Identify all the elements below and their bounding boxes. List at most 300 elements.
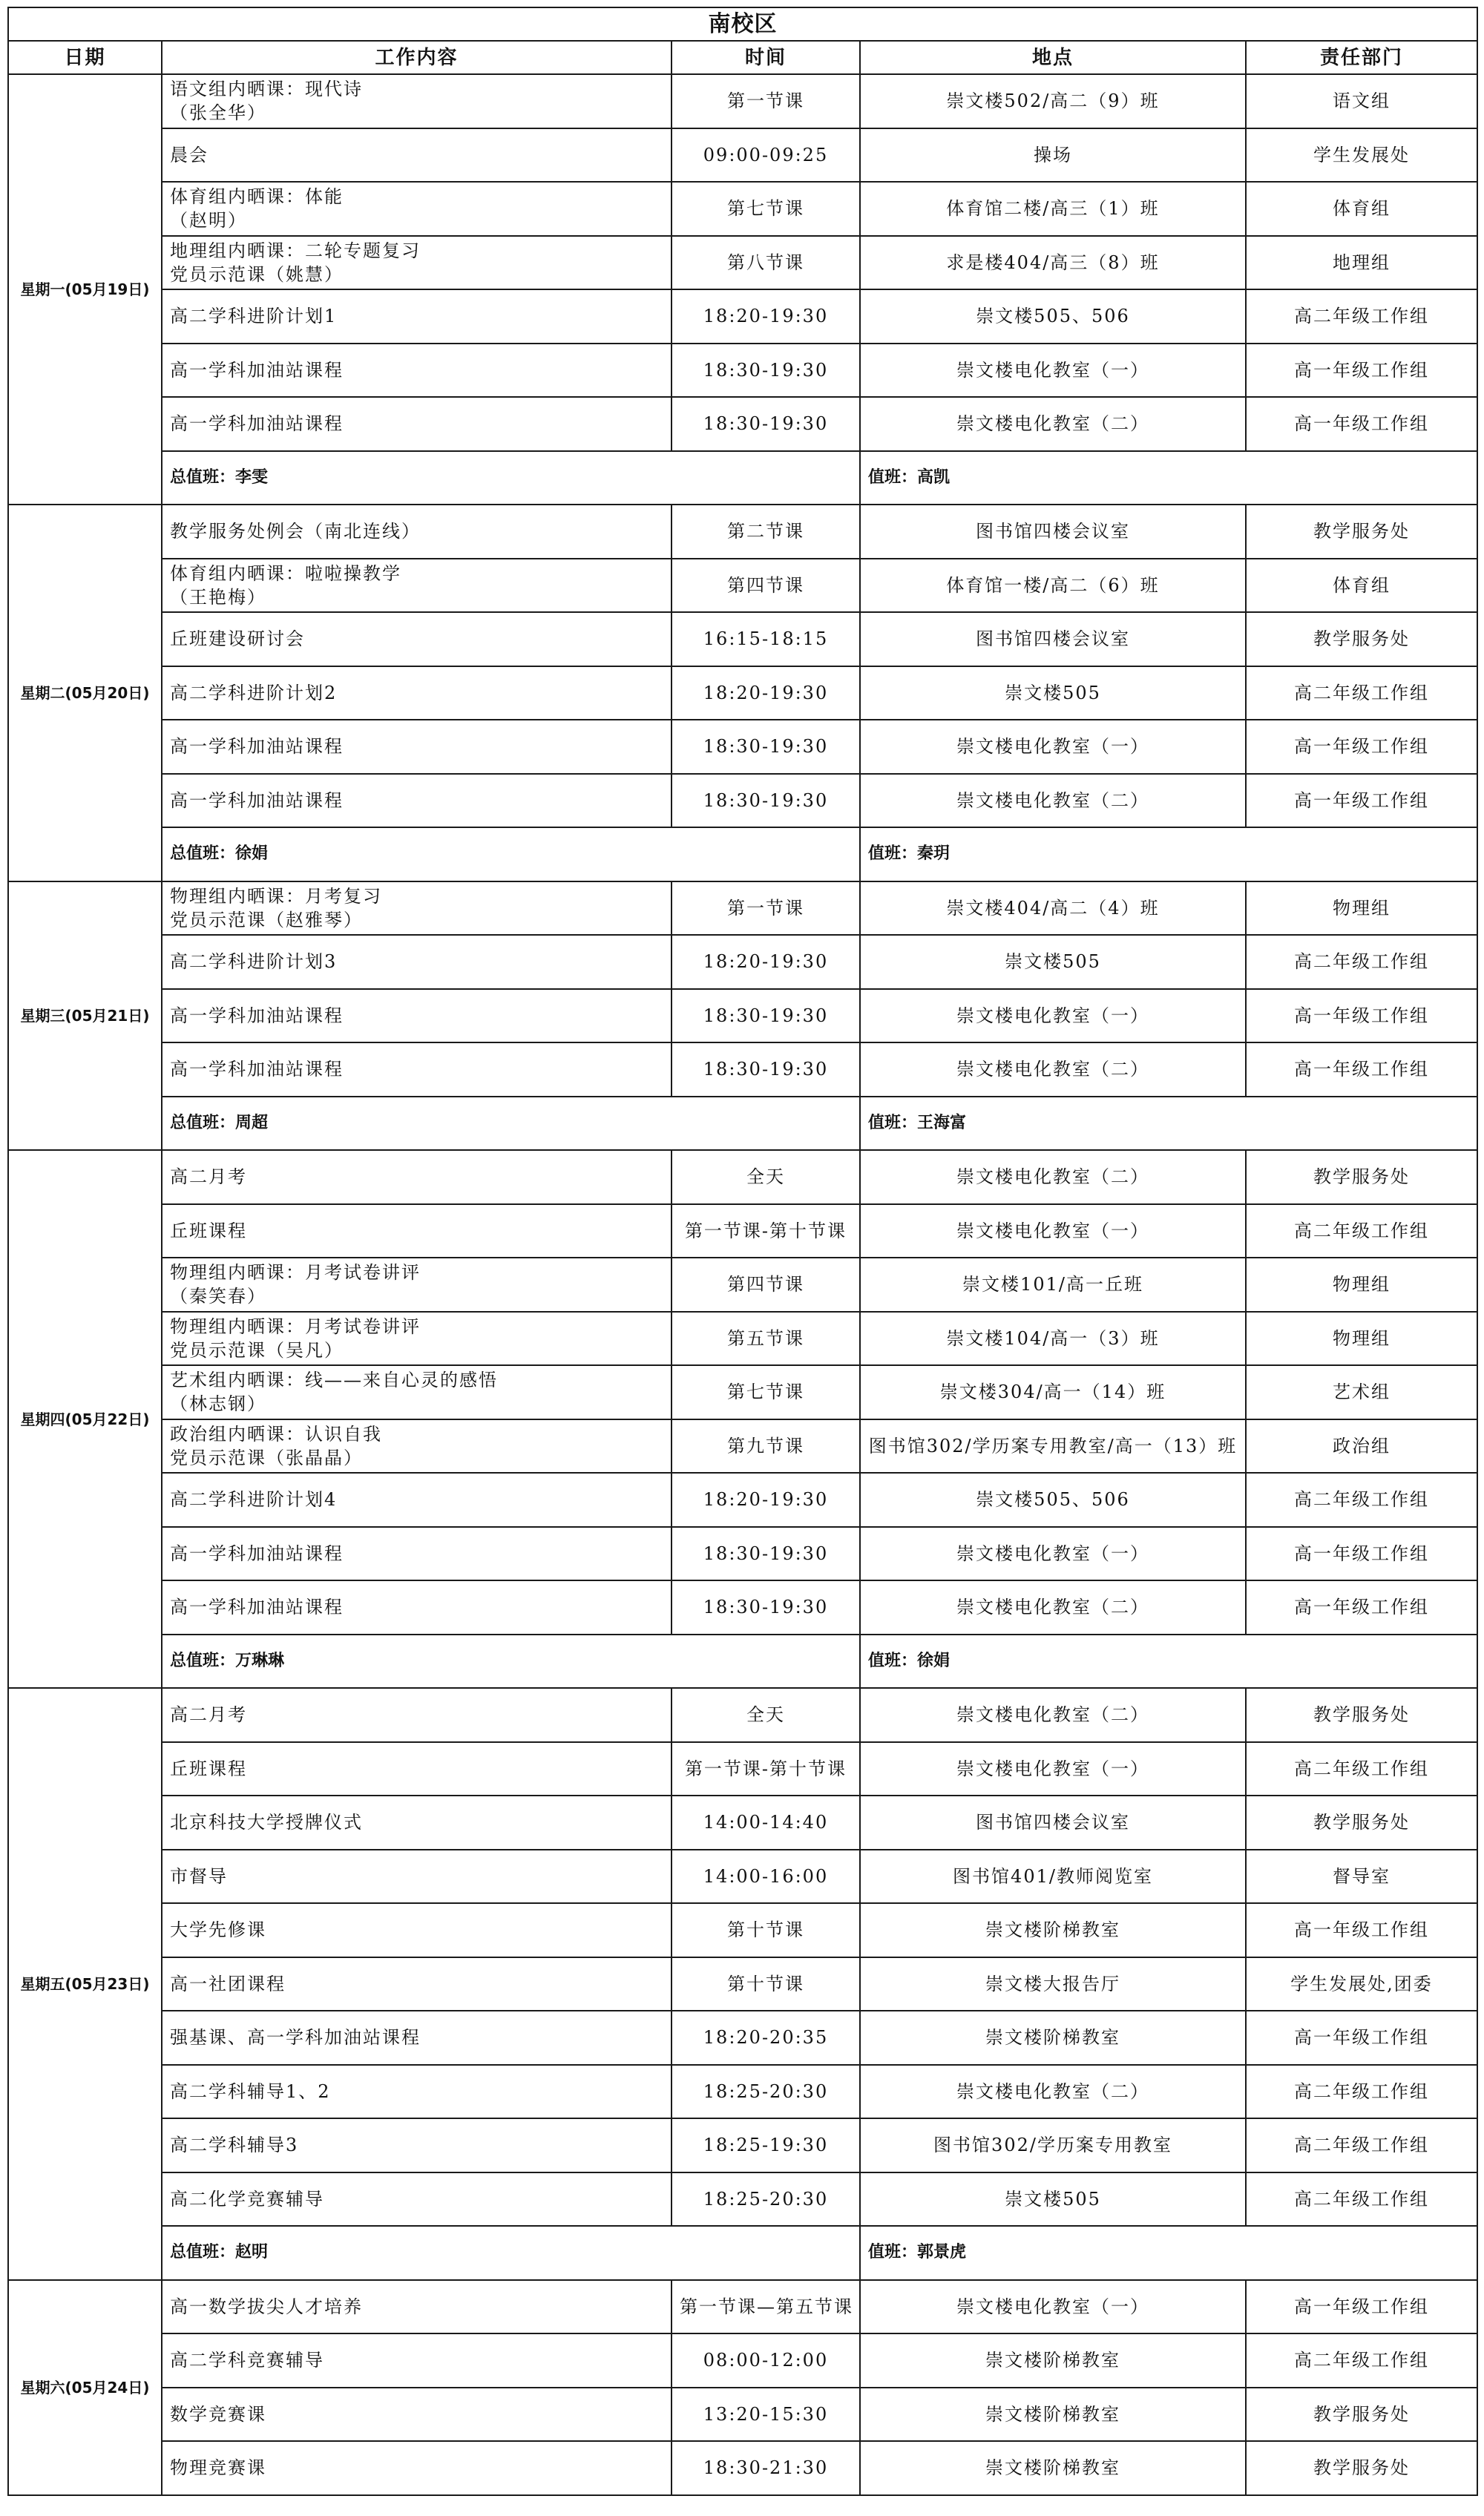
work-dept: 高一年级工作组 [1246,720,1477,774]
work-place: 崇文楼电化教室（一） [860,720,1246,774]
table-row [8,1204,1477,1258]
work-time: 18:25-19:30 [672,2118,860,2172]
work-content-line: 高一社团课程 [170,1973,286,1994]
work-content-line: 强基课、高一学科加油站课程 [170,2027,421,2049]
work-place: 崇文楼电化教室（一） [860,1742,1246,1796]
table-row [8,1850,1477,1904]
work-content [162,1688,672,1742]
work-time: 18:30-19:30 [672,1580,860,1635]
work-content [162,1258,672,1312]
work-content-line: 高二学科进阶计划4 [170,1489,338,1511]
work-time: 14:00-14:40 [672,1796,860,1850]
table-row [8,2333,1477,2388]
work-time: 18:30-19:30 [672,989,860,1043]
chief-duty-name: 万琳琳 [235,1651,285,1670]
work-content [162,989,672,1043]
chief-duty [162,1635,860,1689]
work-content-line: 物理组内晒课：月考试卷讲评 [170,1316,421,1337]
work-content-line: 市督导 [170,1865,228,1887]
work-dept: 高一年级工作组 [1246,1527,1477,1581]
work-place: 崇文楼电化教室（二） [860,2065,1246,2119]
table-row [8,2280,1477,2334]
work-dept: 高一年级工作组 [1246,1580,1477,1635]
work-dept: 高二年级工作组 [1246,1742,1477,1796]
work-content-line: （赵明） [170,210,247,231]
work-time: 第五节课 [672,1312,860,1366]
work-content-line: 高一学科加油站课程 [170,789,344,811]
work-dept: 高一年级工作组 [1246,2280,1477,2334]
duty-row [8,827,1477,881]
chief-duty [162,2226,860,2280]
chief-duty [162,1097,860,1151]
header-date: 日期 [8,41,162,74]
work-content [162,2280,672,2334]
work-content [162,1527,672,1581]
table-row [8,666,1477,720]
work-place: 崇文楼电化教室（一） [860,1527,1246,1581]
work-content-line: 高二学科进阶计划1 [170,306,338,327]
table-row [8,1419,1477,1474]
work-content [162,1473,672,1527]
work-place: 崇文楼电化教室（二） [860,1580,1246,1635]
work-content-line: 高二化学竞赛辅导 [170,2188,324,2210]
work-content-line: 物理组内晒课：月考复习 [170,885,382,907]
work-time: 第七节课 [672,1365,860,1419]
work-time: 18:25-20:30 [672,2065,860,2119]
table-row [8,236,1477,290]
work-content-line: 高一数学拔尖人才培养 [170,2296,363,2317]
work-time: 第二节课 [672,505,860,559]
work-place: 求是楼404/高三（8）班 [860,236,1246,290]
work-content [162,1957,672,2011]
work-content [162,935,672,989]
work-place: 崇文楼电化教室（一） [860,344,1246,398]
chief-duty-name: 周超 [235,1113,269,1132]
work-content-line: 艺术组内晒课：线——来自心灵的感悟 [170,1370,498,1391]
work-content [162,559,672,613]
work-content [162,2118,672,2172]
shift-duty [860,1097,1477,1151]
work-content [162,2333,672,2388]
work-place: 崇文楼505、506 [860,1473,1246,1527]
work-place: 崇文楼阶梯教室 [860,2011,1246,2065]
shift-duty-name: 王海富 [917,1113,967,1132]
shift-duty-name: 高凯 [917,467,951,487]
table-row [8,1312,1477,1366]
day-date: 星期四(05月22日) [8,1150,162,1688]
work-content-line: 丘班课程 [170,1220,247,1241]
work-dept: 高二年级工作组 [1246,289,1477,344]
work-place: 崇文楼电化教室（二） [860,1150,1246,1204]
work-time: 18:30-19:30 [672,720,860,774]
work-place: 崇文楼大报告厅 [860,1957,1246,2011]
work-time: 18:30-19:30 [672,1042,860,1097]
work-time: 18:20-19:30 [672,935,860,989]
work-content-line: 晨会 [170,144,209,165]
day-date: 星期二(05月20日) [8,505,162,881]
table-row [8,1365,1477,1419]
work-dept: 高二年级工作组 [1246,935,1477,989]
work-place: 图书馆四楼会议室 [860,612,1246,666]
day-date: 星期五(05月23日) [8,1688,162,2280]
chief-duty-name: 李雯 [235,467,269,487]
work-content-line: 语文组内晒课：现代诗 [170,79,363,100]
work-content-line: 大学先修课 [170,1919,266,1941]
work-dept: 教学服务处 [1246,612,1477,666]
work-dept: 高二年级工作组 [1246,2333,1477,2388]
work-content-line: 丘班课程 [170,1758,247,1779]
table-row [8,2011,1477,2065]
work-time: 第一节课 [672,881,860,936]
work-content [162,1796,672,1850]
work-dept: 地理组 [1246,236,1477,290]
work-content [162,1419,672,1474]
work-dept: 教学服务处 [1246,1688,1477,1742]
work-content [162,2172,672,2227]
table-row [8,74,1477,128]
header-dept: 责任部门 [1246,41,1477,74]
work-content [162,236,672,290]
work-dept: 物理组 [1246,881,1477,936]
work-time: 09:00-09:25 [672,128,860,183]
chief-duty [162,827,860,881]
shift-duty [860,827,1477,881]
work-time: 18:30-21:30 [672,2441,860,2495]
work-content-line: 高二学科进阶计划2 [170,682,338,703]
work-content-line: 体育组内晒课：体能 [170,186,344,208]
work-content [162,397,672,451]
work-time: 18:30-19:30 [672,774,860,828]
work-place: 图书馆302/学历案专用教室 [860,2118,1246,2172]
chief-duty-label: 总值班： [170,844,236,864]
work-content [162,74,672,128]
work-dept: 物理组 [1246,1312,1477,1366]
table-row [8,1688,1477,1742]
work-dept: 督导室 [1246,1850,1477,1904]
work-time: 18:20-19:30 [672,1473,860,1527]
schedule-body [8,7,1477,2495]
work-place: 体育馆一楼/高二（6）班 [860,559,1246,613]
work-place: 崇文楼电化教室（二） [860,774,1246,828]
work-content [162,1365,672,1419]
work-content [162,720,672,774]
chief-duty-label: 总值班： [170,1113,236,1132]
work-dept: 教学服务处 [1246,1150,1477,1204]
work-dept: 教学服务处 [1246,2441,1477,2495]
work-place: 崇文楼101/高一丘班 [860,1258,1246,1312]
work-content-line: 高二月考 [170,1704,247,1726]
work-place: 操场 [860,128,1246,183]
work-dept: 学生发展处,团委 [1246,1957,1477,2011]
work-content [162,182,672,236]
work-time: 第一节课—第五节课 [672,2280,860,2334]
work-time: 第十节课 [672,1903,860,1957]
work-content-line: 高二学科竞赛辅导 [170,2350,324,2371]
table-row [8,1742,1477,1796]
chief-duty-name: 赵明 [235,2243,269,2262]
table-row [8,559,1477,613]
duty-row [8,1635,1477,1689]
work-place: 崇文楼电化教室（二） [860,397,1246,451]
work-content-line: 高一学科加油站课程 [170,1005,344,1026]
day-date: 星期六(05月24日) [8,2280,162,2495]
work-place: 崇文楼阶梯教室 [860,2333,1246,2388]
work-dept: 高一年级工作组 [1246,989,1477,1043]
work-content-line: 党员示范课（赵雅琴） [170,909,363,930]
work-time: 第九节课 [672,1419,860,1474]
work-place: 崇文楼阶梯教室 [860,2388,1246,2442]
work-dept: 艺术组 [1246,1365,1477,1419]
chief-duty-label: 总值班： [170,467,236,487]
work-content-line: 高一学科加油站课程 [170,1543,344,1564]
work-content-line: 数学竞赛课 [170,2403,266,2425]
work-dept: 高一年级工作组 [1246,344,1477,398]
work-time: 18:20-20:35 [672,2011,860,2065]
work-place: 图书馆401/教师阅览室 [860,1850,1246,1904]
work-content-line: 高一学科加油站课程 [170,1059,344,1080]
shift-duty [860,451,1477,505]
header-row [8,41,1477,74]
title-row [8,7,1477,41]
work-content-line: （张全华） [170,102,266,124]
shift-duty-label: 值班： [868,1651,918,1670]
work-dept: 教学服务处 [1246,2388,1477,2442]
work-dept: 教学服务处 [1246,505,1477,559]
work-place: 崇文楼505、506 [860,289,1246,344]
chief-duty-name: 徐娟 [235,844,269,864]
work-place: 崇文楼505 [860,2172,1246,2227]
header-content: 工作内容 [162,41,672,74]
work-content [162,2441,672,2495]
work-place: 崇文楼505 [860,935,1246,989]
work-time: 全天 [672,1150,860,1204]
work-content-line: 高一学科加油站课程 [170,413,344,435]
table-row [8,1957,1477,2011]
shift-duty-label: 值班： [868,844,918,864]
table-row [8,2065,1477,2119]
table-row [8,1258,1477,1312]
work-content [162,666,672,720]
work-content [162,2065,672,2119]
work-content-line: 高二学科辅导1、2 [170,2080,331,2102]
work-dept: 高一年级工作组 [1246,774,1477,828]
work-content [162,612,672,666]
table-row [8,2172,1477,2227]
work-content [162,344,672,398]
shift-duty-label: 值班： [868,2243,918,2262]
work-place: 崇文楼505 [860,666,1246,720]
work-dept: 物理组 [1246,1258,1477,1312]
header-time: 时间 [672,41,860,74]
chief-duty-label: 总值班： [170,1651,236,1670]
work-content-line: 高二学科进阶计划3 [170,951,338,973]
work-content-line: 党员示范课（姚慧） [170,263,344,285]
table-row [8,289,1477,344]
day-date: 星期三(05月21日) [8,881,162,1151]
work-content-line: 丘班建设研讨会 [170,628,305,650]
work-content-line: 党员示范课（张晶晶） [170,1447,363,1468]
work-time: 第四节课 [672,1258,860,1312]
work-dept: 政治组 [1246,1419,1477,1474]
table-row [8,720,1477,774]
work-content [162,774,672,828]
table-row [8,612,1477,666]
work-content [162,881,672,936]
work-content-line: 政治组内晒课：认识自我 [170,1423,382,1445]
work-dept: 高一年级工作组 [1246,2011,1477,2065]
duty-row [8,2226,1477,2280]
work-time: 18:30-19:30 [672,344,860,398]
work-place: 崇文楼104/高一（3）班 [860,1312,1246,1366]
work-place: 崇文楼电化教室（二） [860,1688,1246,1742]
table-row [8,1042,1477,1097]
table-row [8,989,1477,1043]
table-row [8,1150,1477,1204]
work-content-line: （秦笑春） [170,1286,266,1307]
table-row [8,397,1477,451]
work-time: 第十节课 [672,1957,860,2011]
work-content-line: 高一学科加油站课程 [170,359,344,381]
table-row [8,344,1477,398]
table-row [8,2441,1477,2495]
table-row [8,182,1477,236]
work-content-line: 党员示范课（吴凡） [170,1339,344,1361]
work-dept: 高二年级工作组 [1246,1204,1477,1258]
work-time: 18:25-20:30 [672,2172,860,2227]
work-dept: 教学服务处 [1246,1796,1477,1850]
duty-row [8,1097,1477,1151]
work-place: 崇文楼阶梯教室 [860,1903,1246,1957]
work-place: 崇文楼电化教室（一） [860,2280,1246,2334]
table-row [8,128,1477,183]
day-date: 星期一(05月19日) [8,74,162,505]
work-content [162,1204,672,1258]
campus-title: 南校区 [8,7,1477,41]
work-time: 16:15-18:15 [672,612,860,666]
work-time: 18:20-19:30 [672,666,860,720]
work-time: 全天 [672,1688,860,1742]
work-dept: 语文组 [1246,74,1477,128]
work-dept: 高二年级工作组 [1246,2065,1477,2119]
work-content [162,1580,672,1635]
work-content [162,1312,672,1366]
table-row [8,1473,1477,1527]
work-dept: 体育组 [1246,559,1477,613]
table-row [8,1527,1477,1581]
shift-duty-name: 徐娟 [917,1651,951,1670]
work-content-line: 高一学科加油站课程 [170,1597,344,1618]
work-content-line: （王艳梅） [170,586,266,608]
work-content-line: 高一学科加油站课程 [170,736,344,758]
table-row [8,2388,1477,2442]
work-dept: 高一年级工作组 [1246,397,1477,451]
shift-duty [860,2226,1477,2280]
work-time: 第四节课 [672,559,860,613]
work-time: 第八节课 [672,236,860,290]
work-content [162,1042,672,1097]
work-content [162,2011,672,2065]
work-time: 13:20-15:30 [672,2388,860,2442]
work-content [162,2388,672,2442]
work-content [162,289,672,344]
work-dept: 高二年级工作组 [1246,2118,1477,2172]
work-place: 图书馆302/学历案专用教室/高一（13）班 [860,1419,1246,1474]
work-dept: 高一年级工作组 [1246,1042,1477,1097]
shift-duty-name: 秦玥 [917,844,951,864]
work-place: 崇文楼304/高一（14）班 [860,1365,1246,1419]
table-row [8,2118,1477,2172]
work-place: 崇文楼阶梯教室 [860,2441,1246,2495]
header-place: 地点 [860,41,1246,74]
work-dept: 高二年级工作组 [1246,2172,1477,2227]
work-time: 14:00-16:00 [672,1850,860,1904]
work-content [162,505,672,559]
work-content-line: 北京科技大学授牌仪式 [170,1812,363,1833]
work-place: 图书馆四楼会议室 [860,1796,1246,1850]
table-row [8,505,1477,559]
table-row [8,881,1477,936]
work-content-line: 教学服务处例会（南北连线） [170,521,421,542]
shift-duty-label: 值班： [868,1113,918,1132]
work-content [162,128,672,183]
work-content [162,1742,672,1796]
work-content-line: 高二月考 [170,1166,247,1188]
table-row [8,935,1477,989]
chief-duty [162,451,860,505]
work-dept: 学生发展处 [1246,128,1477,183]
work-time: 08:00-12:00 [672,2333,860,2388]
work-place: 崇文楼电化教室（一） [860,989,1246,1043]
work-dept: 高一年级工作组 [1246,1903,1477,1957]
work-time: 第一节课-第十节课 [672,1204,860,1258]
work-time: 第一节课 [672,74,860,128]
chief-duty-label: 总值班： [170,2243,236,2262]
work-content [162,1903,672,1957]
work-place: 崇文楼502/高二（9）班 [860,74,1246,128]
work-time: 18:20-19:30 [672,289,860,344]
work-dept: 高二年级工作组 [1246,1473,1477,1527]
work-content-line: 高二学科辅导3 [170,2135,299,2156]
work-time: 第一节课-第十节课 [672,1742,860,1796]
shift-duty-label: 值班： [868,467,918,487]
duty-row [8,451,1477,505]
shift-duty [860,1635,1477,1689]
table-row [8,1580,1477,1635]
work-content-line: 地理组内晒课：二轮专题复习 [170,240,421,261]
schedule-table [7,7,1478,2496]
work-time: 第七节课 [672,182,860,236]
table-row [8,774,1477,828]
work-place: 图书馆四楼会议室 [860,505,1246,559]
shift-duty-name: 郭景虎 [917,2243,967,2262]
work-content [162,1150,672,1204]
table-row [8,1796,1477,1850]
work-dept: 高二年级工作组 [1246,666,1477,720]
work-content-line: （林志钢） [170,1393,266,1415]
work-content [162,1850,672,1904]
work-dept: 体育组 [1246,182,1477,236]
work-content-line: 物理竞赛课 [170,2457,266,2479]
work-place: 体育馆二楼/高三（1）班 [860,182,1246,236]
work-content-line: 体育组内晒课：啦啦操教学 [170,562,401,584]
work-place: 崇文楼电化教室（一） [860,1204,1246,1258]
table-row [8,1903,1477,1957]
work-place: 崇文楼电化教室（二） [860,1042,1246,1097]
work-place: 崇文楼404/高二（4）班 [860,881,1246,936]
work-time: 18:30-19:30 [672,397,860,451]
work-time: 18:30-19:30 [672,1527,860,1581]
work-content-line: 物理组内晒课：月考试卷讲评 [170,1262,421,1284]
